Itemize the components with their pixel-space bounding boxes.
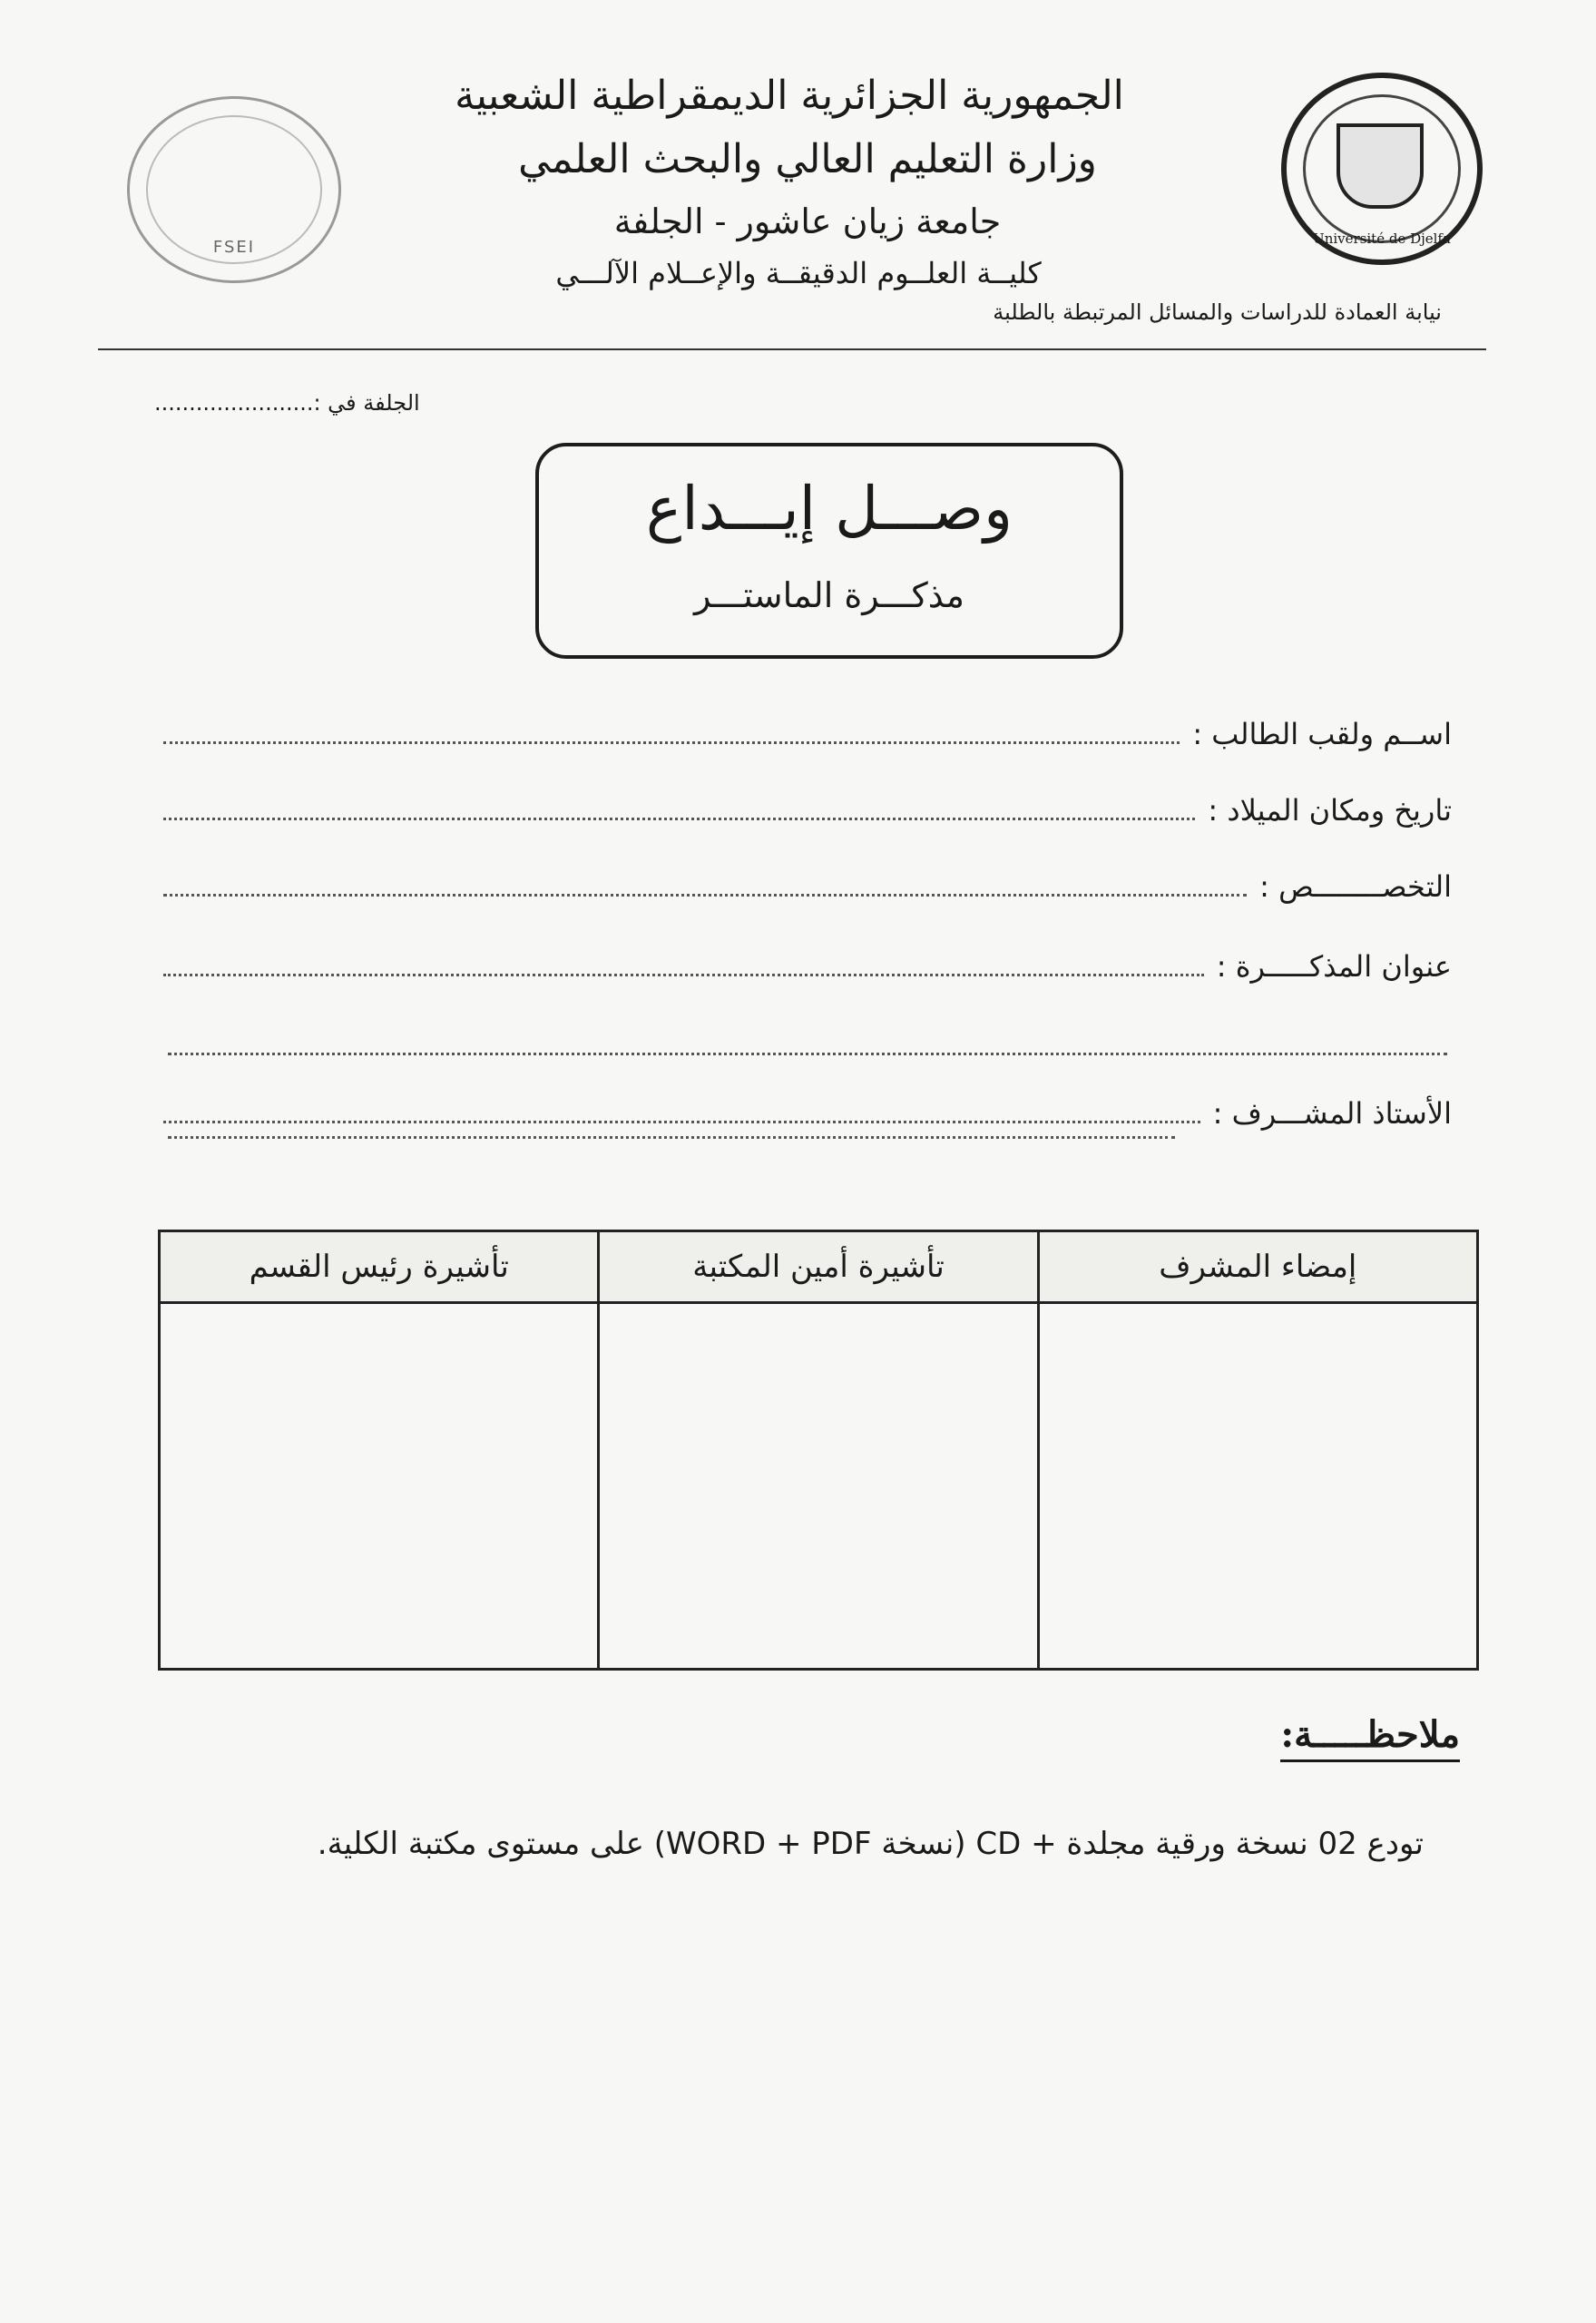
birth-field[interactable]	[163, 782, 1452, 828]
supervisor-continuation-line[interactable]	[168, 1136, 1175, 1139]
birth-dots	[163, 809, 1195, 820]
memo-title-dots	[163, 965, 1204, 976]
specialty-field[interactable]	[163, 858, 1452, 904]
supervisor-dots	[163, 1112, 1200, 1123]
specialty-label: التخصــــــــص :	[1259, 869, 1452, 904]
header-divider	[98, 348, 1486, 350]
university-heading: جامعة زيان عاشور - الجلفة	[613, 201, 1002, 241]
supervisor-signature-cell[interactable]	[1040, 1301, 1476, 1668]
supervisor-field[interactable]	[163, 1085, 1452, 1131]
department-head-visa-cell[interactable]	[161, 1301, 600, 1668]
specialty-dots	[163, 885, 1247, 897]
signature-table	[158, 1230, 1479, 1671]
student-name-label: اســم ولقب الطالب :	[1192, 717, 1452, 751]
header-librarian-visa: تأشيرة أمين المكتبة	[600, 1232, 1039, 1301]
receipt-subtitle: مذكـــرة الماستـــر	[693, 575, 965, 615]
memo-title-field[interactable]	[163, 938, 1452, 984]
memo-title-continuation-line[interactable]	[168, 1053, 1447, 1055]
note-text: تودع 02 نسخة ورقية مجلدة + CD (نسخة WORD + PDF) على مستوى مكتبة الكلية.	[317, 1826, 1424, 1862]
university-logo-text: Université de Djelfa	[1313, 230, 1451, 247]
deanship-heading: نيابة العمادة للدراسات والمسائل المرتبطة بالطلبة	[993, 299, 1442, 325]
header-supervisor-signature: إمضاء المشرف	[1040, 1232, 1476, 1301]
supervisor-label: الأستاذ المشـــرف :	[1212, 1096, 1452, 1131]
signature-table-body	[161, 1301, 1476, 1668]
university-logo-icon	[1281, 73, 1483, 265]
student-name-dots	[163, 732, 1180, 744]
ministry-heading: وزارة التعليم العالي والبحث العلمي	[518, 136, 1097, 182]
republic-heading: الجمهورية الجزائرية الديمقراطية الشعبية	[455, 73, 1124, 119]
faculty-heading: كليــة العلــوم الدقيقــة والإعــلام الآلـــي	[555, 256, 1042, 290]
shield-icon	[1337, 123, 1424, 209]
librarian-visa-cell[interactable]	[600, 1301, 1039, 1668]
student-name-field[interactable]	[163, 706, 1452, 751]
faculty-logo-icon	[127, 96, 341, 283]
signature-table-header	[161, 1232, 1476, 1304]
birth-label: تاريخ ومكان الميلاد :	[1208, 793, 1452, 828]
faculty-logo-text: FSEI	[212, 238, 256, 257]
memo-title-label: عنوان المذكـــــرة :	[1216, 949, 1452, 984]
title-box	[535, 443, 1123, 659]
receipt-title: وصـــل إيـــداع	[646, 474, 1013, 544]
place-date-line: الجلفة في :.......................	[154, 390, 420, 416]
header-department-head-visa: تأشيرة رئيس القسم	[161, 1232, 600, 1301]
note-title: ملاحظـــــة:	[1280, 1713, 1460, 1762]
